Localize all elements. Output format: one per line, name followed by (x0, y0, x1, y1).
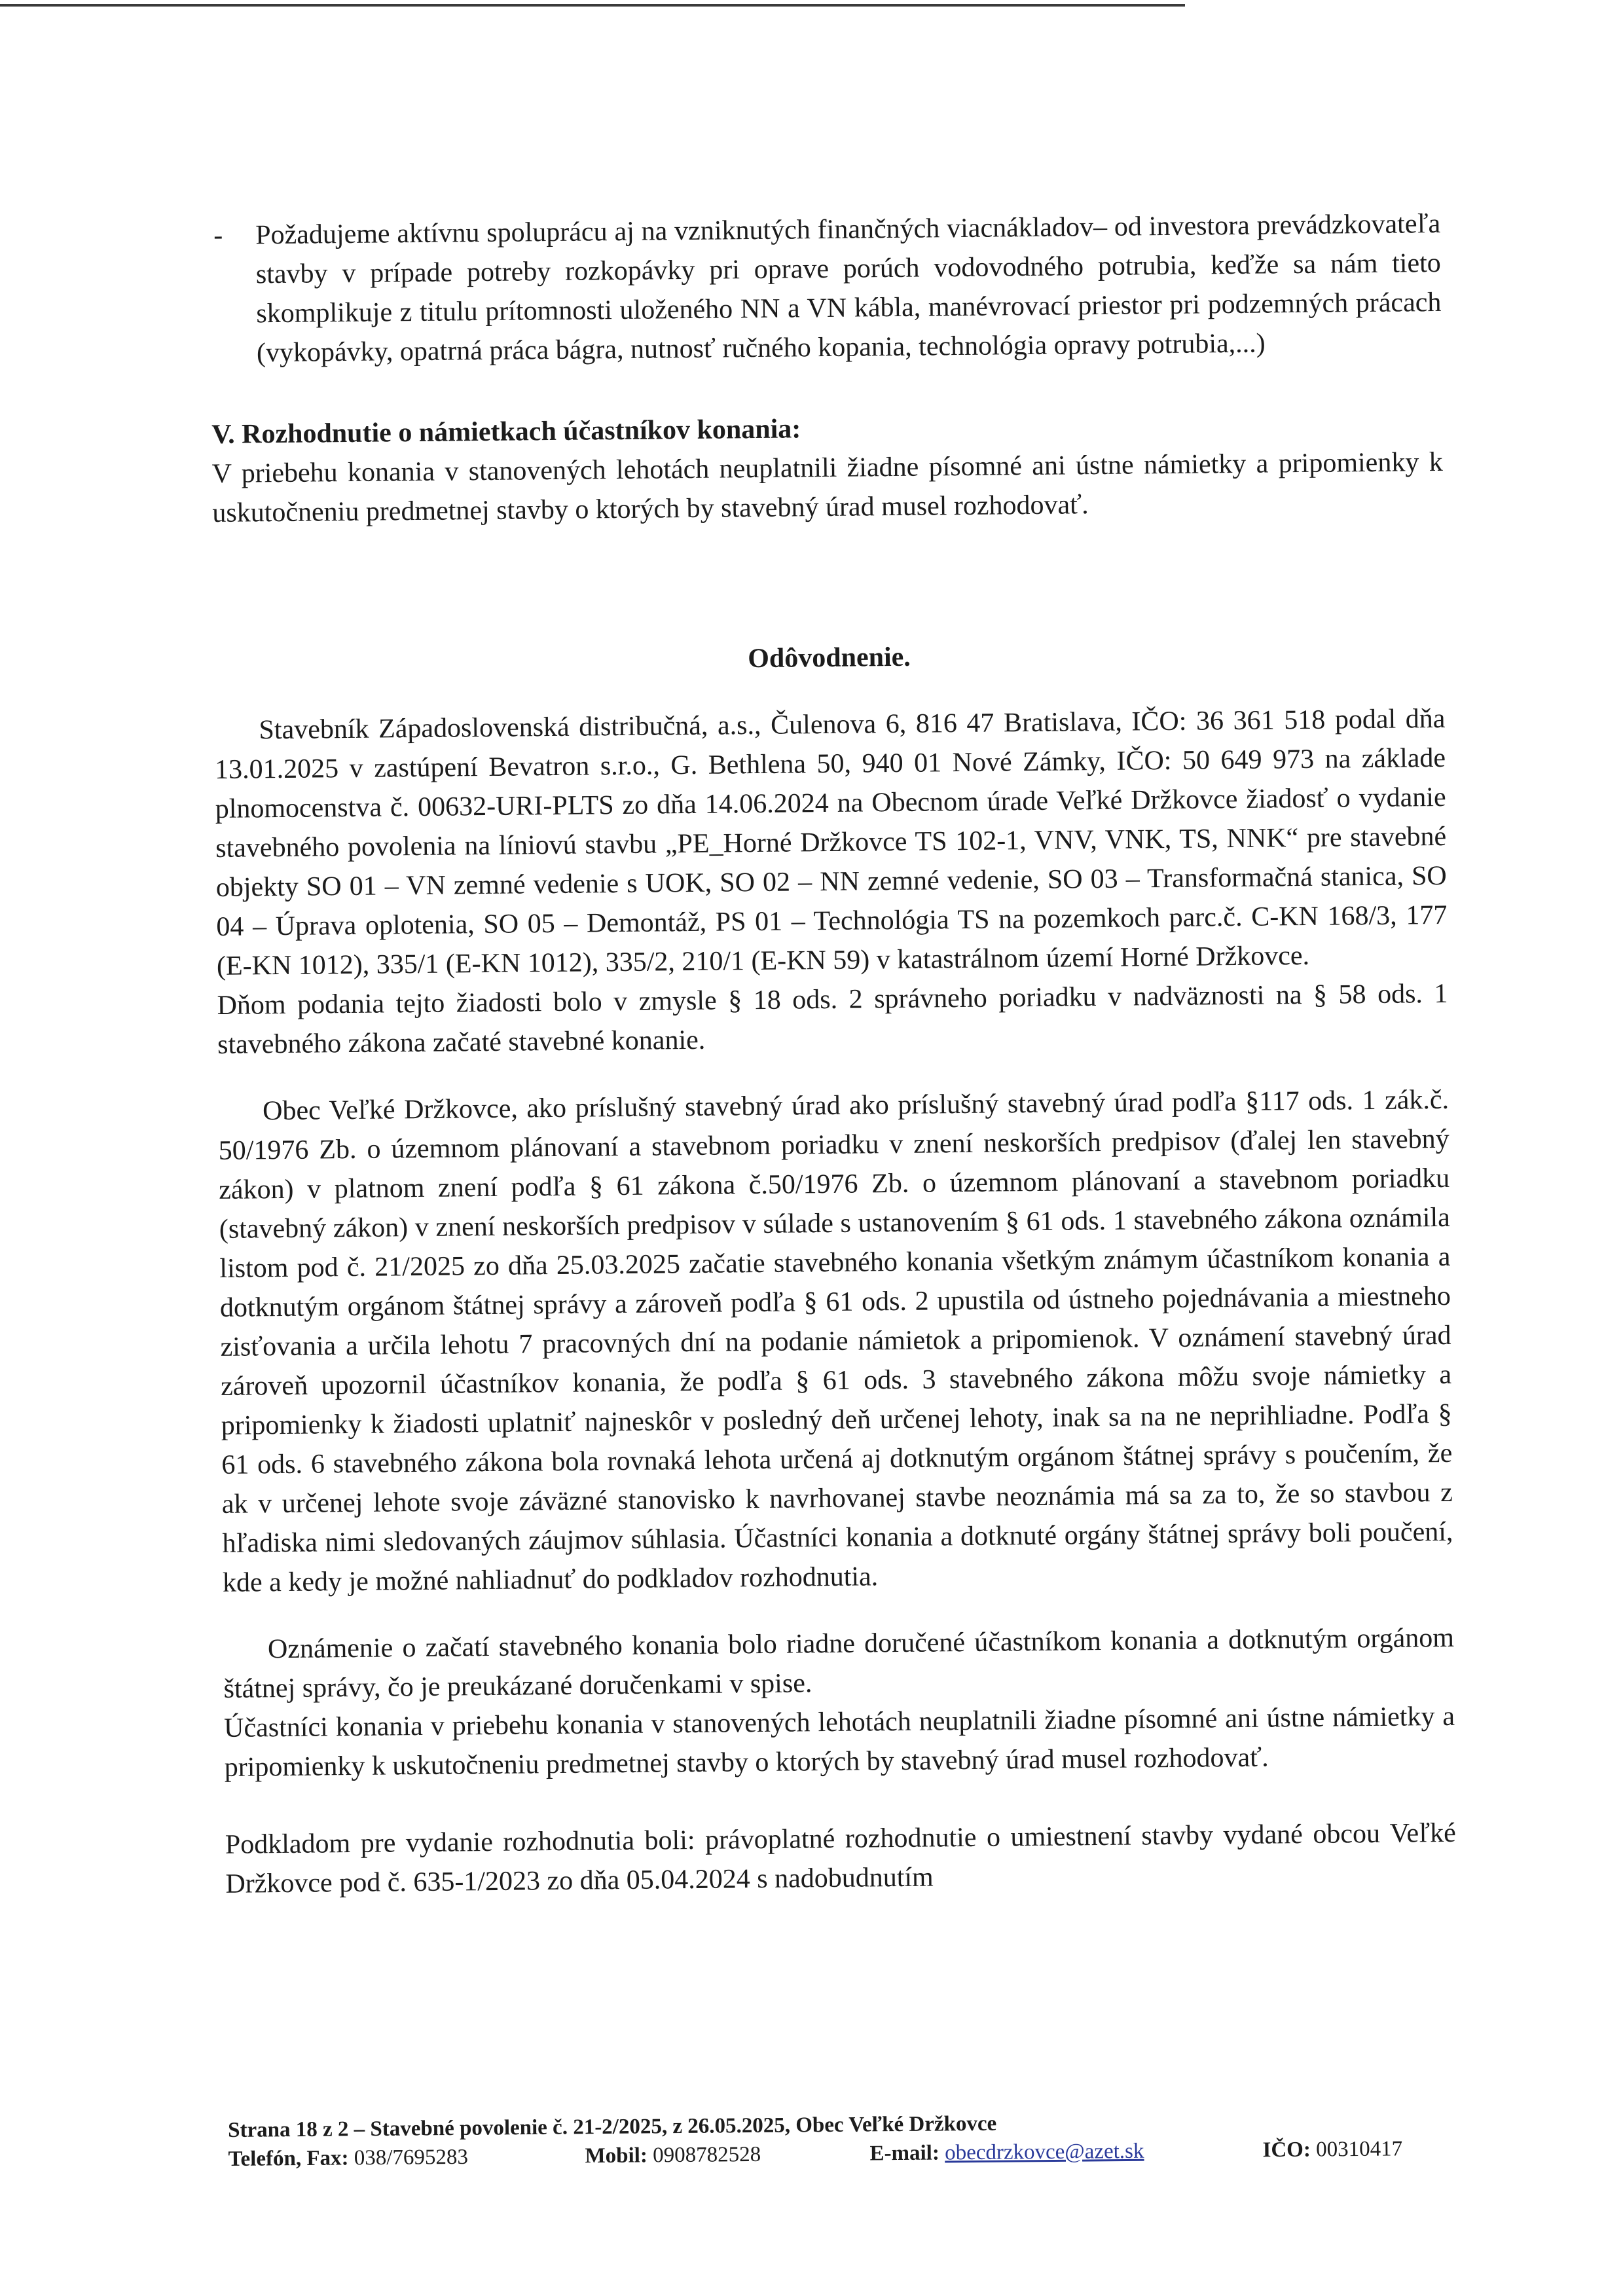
top-border-line (0, 4, 1185, 7)
section-v-heading: V. Rozhodnutie o námietkach účastníkov konania: (211, 414, 801, 450)
paragraph-basis: Podkladom pre vydanie rozhodnutia boli: právoplatné rozhodnutie o umiestnení stavby vydané obcou Veľké Držkovce pod č. 635-1/2023 zo dňa 05.04.2024 s nadobudnutím (225, 1817, 1457, 1899)
phone-label: Telefón, Fax: (228, 2146, 349, 2171)
ico-label: IČO: (1262, 2138, 1311, 2162)
paragraph-applicant: Stavebník Západoslovenská distribučná, a.s., Čulenova 6, 816 47 Bratislava, IČO: 36 361 518 podal dňa 13.01.2025 v zastúpení Bevatron s.r.o., G. Bethlena 50, 940 01 Nové Zámky, IČO: 50 649 973 na základe plnomocenstva č. 00632-URI-PLTS zo dňa 14.06.2024 na Obecnom úrade Veľké Držkovce žiadosť o vydanie stavebného povolenia na líniovú stavbu „PE_Horné Držkovce TS 102-1, VNV, VNK, TS, NNK“ pre stavebné objekty SO 01 – VN zemné vedenie s UOK, SO 02 – NN zemné vedenie, SO 03 – Transformačná stanica, SO 04 – Úprava oplotenia, SO 05 – Demontáž, PS 01 – Technológia TS na pozemkoch parc.č. C-KN 168/3, 177 (E-KN 1012), 335/1 (E-KN 1012), 335/2, 210/1 (E-KN 59) v katastrálnom území Horné Držkovce. (214, 703, 1448, 981)
section-v-text: V priebehu konania v stanovených lehotách neuplatnili žiadne písomné ani ústne námietky a pripomienky k uskutočneniu predmetnej stavby o ktorých by stavebný úrad musel rozhodovať. (211, 446, 1443, 528)
mobile-label: Mobil: (585, 2143, 648, 2168)
mobile-value: 0908782528 (652, 2142, 761, 2168)
bullet-item (210, 204, 1442, 373)
email-label: E-mail: (869, 2141, 940, 2166)
ico-value: 00310417 (1315, 2137, 1403, 2162)
bullet-text: Požadujeme aktívnu spoluprácu aj na vzniknutých finančných viacnákladov– od investora prevádzkovateľa stavby v prípade potreby rozkopávky pri oprave porúch vodovodného potrubia, keďže sa nám tieto skomplikuje z titulu prítomnosti uloženého NN a VN kábla, manévrovací priestor pri podzemných prácach (vykopávky, opatrná práca bágra, nutnosť ručného kopania, technológia opravy potrubia,...) (255, 208, 1442, 369)
paragraph-proceeding-start: Dňom podania tejto žiadosti bolo v zmysle § 18 ods. 2 správneho poriadku v nadväznosti na § 58 ods. 1 stavebného zákona začaté stavebné konanie. (217, 978, 1448, 1060)
document-body (210, 204, 1457, 1904)
paragraph-delivery: Oznámenie o začatí stavebného konania bolo riadne doručené účastníkom konania a dotknutým orgánom štátnej správy, čo je preukázané doručenkami v spise. (223, 1622, 1455, 1704)
page-footer (228, 2105, 1446, 2174)
paragraph-no-objections: Účastníci konania v priebehu konania v stanovených lehotách neuplatnili žiadne písomné ani ústne námietky a pripomienky k uskutočneniu predmetnej stavby o ktorých by stavebný úrad musel rozhodovať. (223, 1701, 1455, 1783)
odovodnenie-heading: Odôvodnenie. (748, 642, 911, 674)
footer-page-info: Strana 18 z 2 – Stavebné povolenie č. 21-2/2025, z 26.05.2025, Obec Veľké Držkovce (228, 2111, 997, 2142)
phone-value: 038/7695283 (354, 2145, 469, 2170)
paragraph-notice: Obec Veľké Držkovce, ako príslušný stavebný úrad ako príslušný stavebný úrad podľa §117 ods. 1 zák.č. 50/1976 Zb. o územnom plánovaní a stavebnom poriadku v znení neskorších predpisov (ďalej len stavebný zákon) v platnom znení podľa § 61 zákona č.50/1976 Zb. o územnom plánovaní a stavebnom poriadku (stavebný zákon) v znení neskorších predpisov v súlade s ustanovením § 61 ods. 1 stavebného zákona oznámila listom pod č. 21/2025 zo dňa 25.03.2025 začatie stavebného konania všetkým známym účastníkom konania a dotknutým orgánom štátnej správy a zároveň podľa § 61 ods. 2 upustila od ústneho pojednávania a miestneho zisťovania a určila lehotu 7 pracovných dní na podanie námietok a pripomienok. V oznámení stavebný úrad zároveň upozornil účastníkov konania, že podľa § 61 ods. 3 stavebného zákona môžu svoje námietky a pripomienky k žiadosti uplatniť najneskôr v posledný deň určenej lehoty, inak sa na ne neprihliadne. Podľa § 61 ods. 6 stavebného zákona bola rovnaká lehota určená aj dotknutým orgánom štátnej správy s poučením, že ak v určenej lehote svoje záväzné stanovisko k navrhovanej stavbe neoznámia má sa za to, že so stavbou z hľadiska nimi sledovaných záujmov súhlasia. Účastníci konania a dotknuté orgány štátnej správy boli poučení, kde a kedy je možné nahliadnuť do podkladov rozhodnutia. (218, 1084, 1453, 1598)
email-link[interactable]: obecdrzkovce@azet.sk (944, 2139, 1144, 2165)
bullet-dash: - (213, 220, 223, 251)
